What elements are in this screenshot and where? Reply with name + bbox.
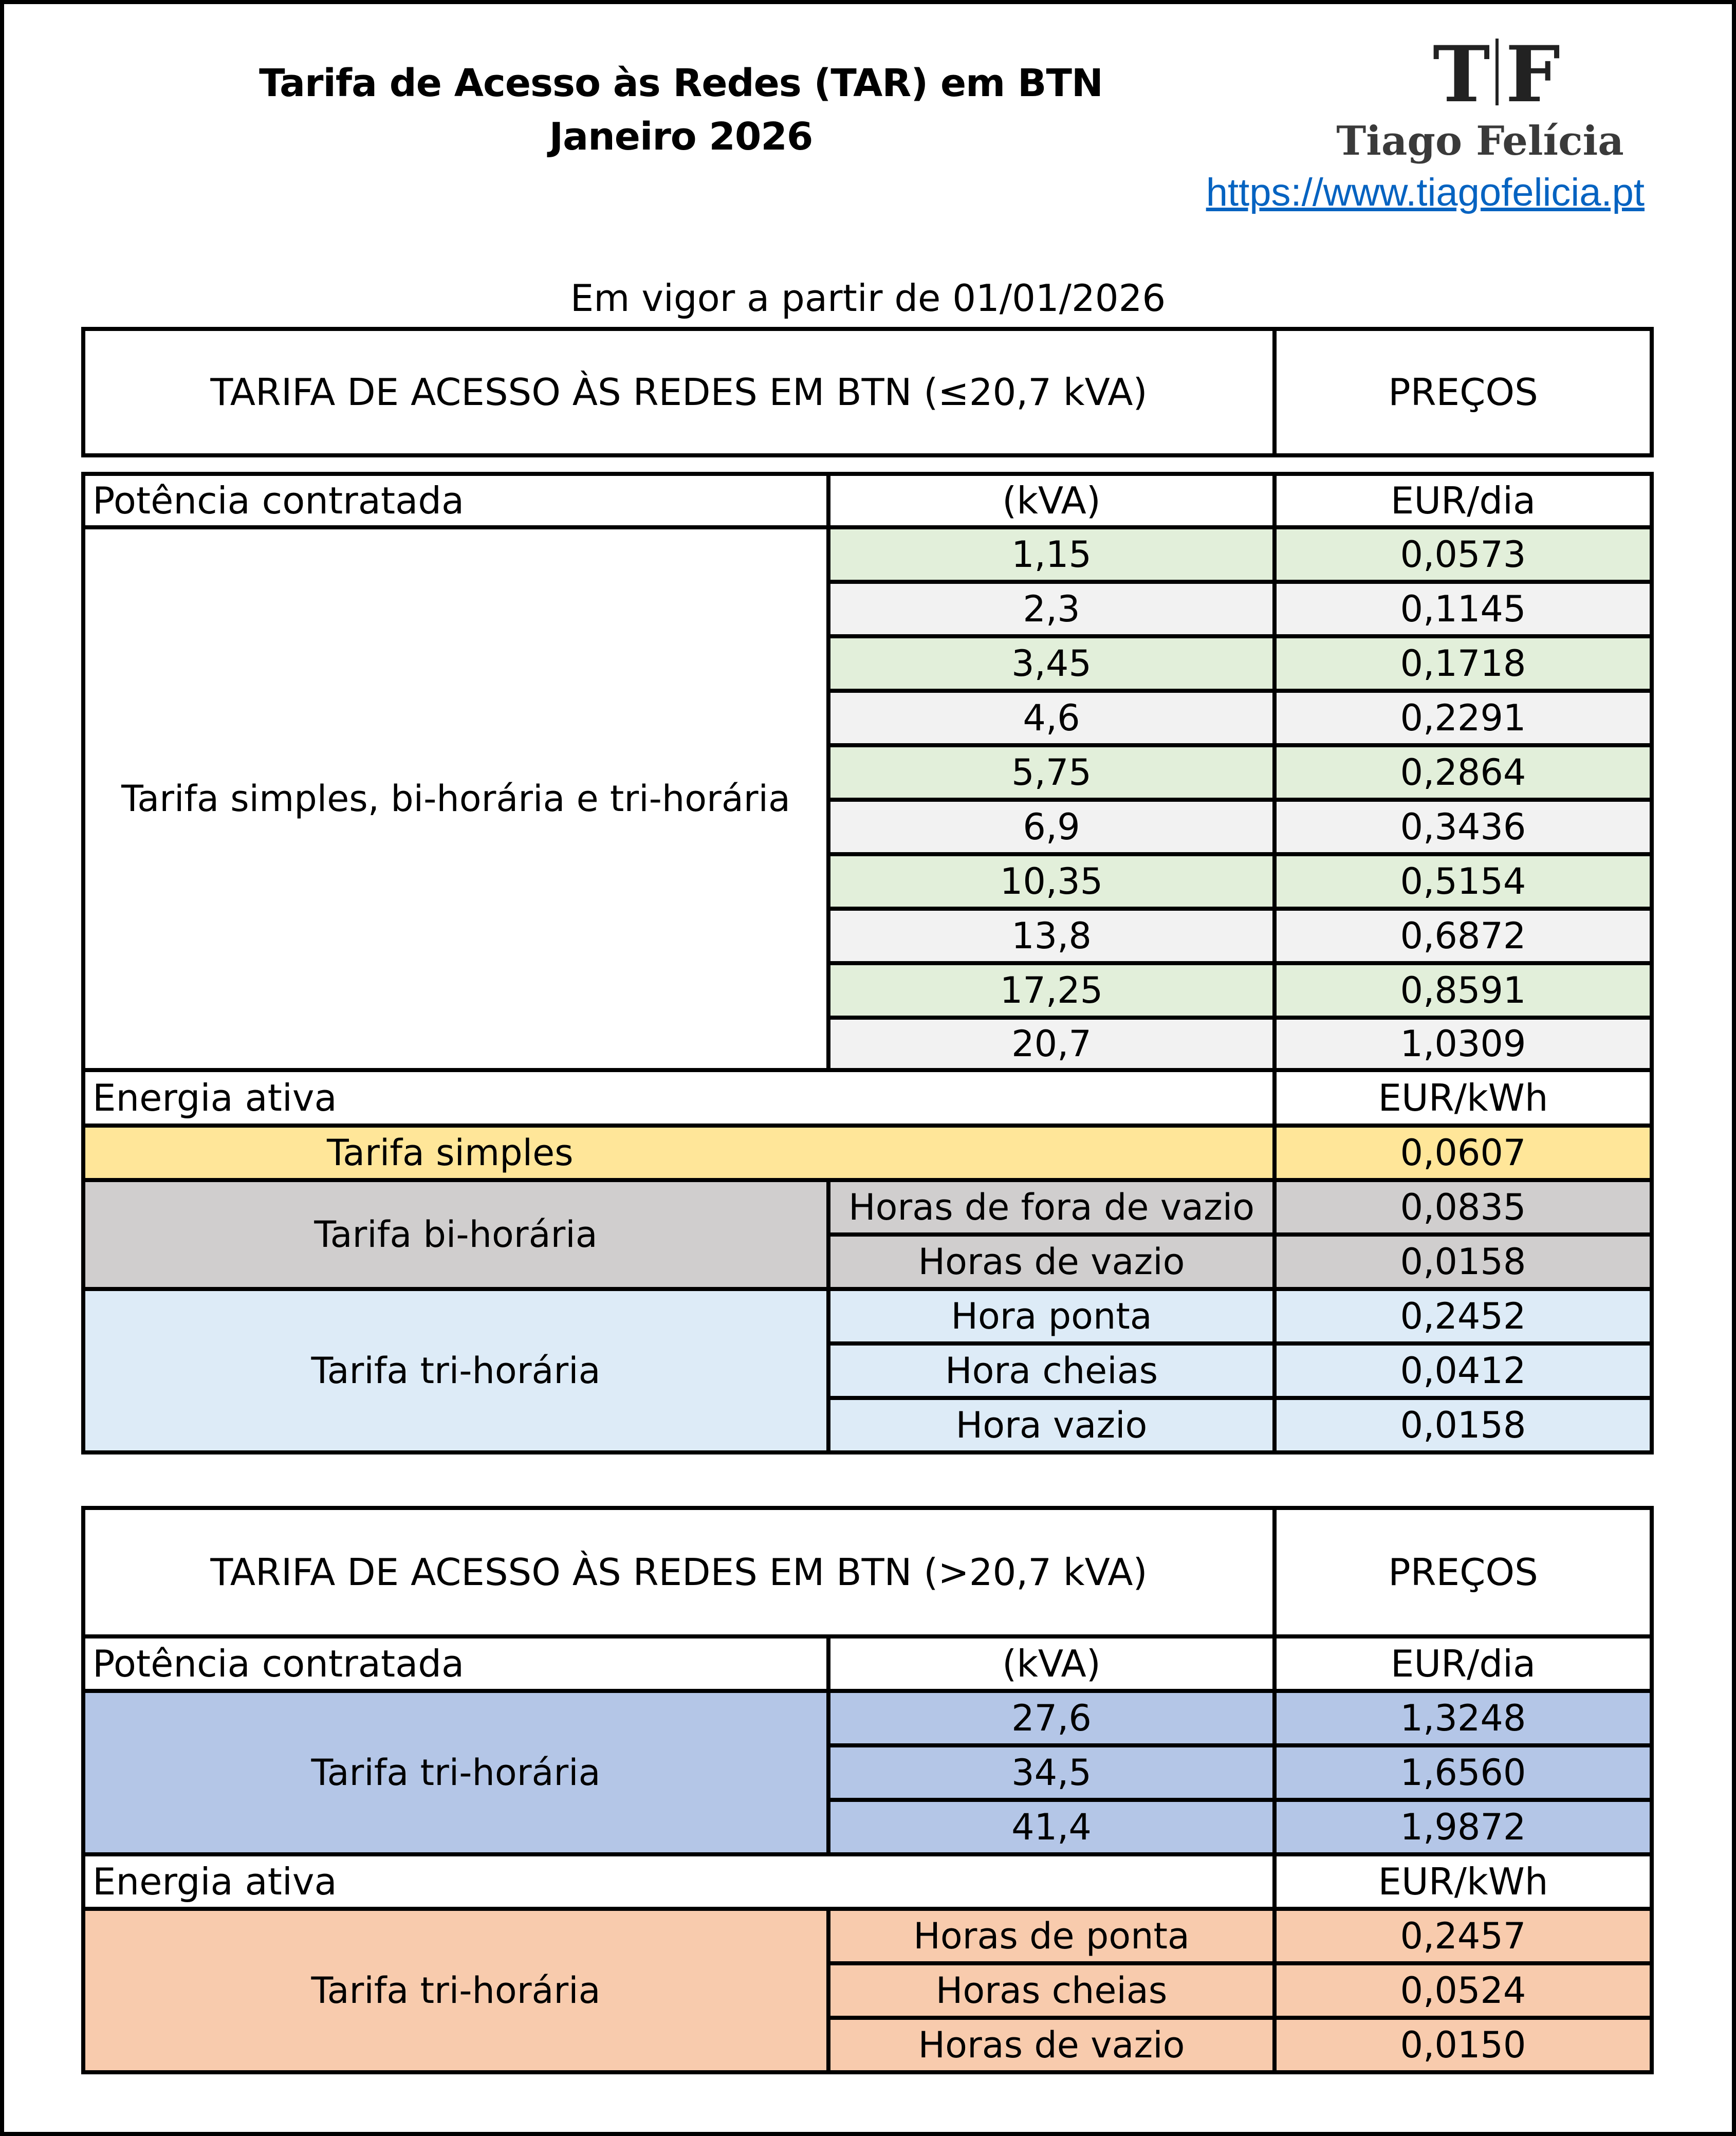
table-row-period: Hora ponta (826, 1287, 1277, 1346)
table-row-kva: 20,7 (826, 1016, 1277, 1072)
logo-divider (1495, 39, 1499, 105)
table-row-period: Horas de vazio (826, 1232, 1277, 1291)
logo-name: Tiago Felícia (1336, 118, 1624, 164)
table-row-period: Horas de ponta (826, 1907, 1277, 1965)
table-row-price: 0,2452 (1272, 1287, 1654, 1346)
page-subtitle-month: Janeiro 2026 (549, 115, 813, 159)
table-row-price: 0,0524 (1272, 1961, 1654, 2020)
table1-tri-hourly-label: Tarifa tri-horária (81, 1287, 830, 1454)
table1-eur-kwh-header: EUR/kWh (1272, 1068, 1654, 1128)
table1-bi-hourly-label: Tarifa bi-horária (81, 1178, 830, 1291)
table-row-price: 0,0573 (1272, 525, 1654, 584)
effective-date: Em vigor a partir de 01/01/2026 (570, 277, 1166, 320)
logo-letter-f: F (1505, 29, 1559, 120)
table1-power-group-label: Tarifa simples, bi-horária e tri-horária (81, 525, 830, 1072)
table-row-price: 0,3436 (1272, 798, 1654, 856)
table-row-price: 0,5154 (1272, 852, 1654, 911)
table2-eur-day-header: EUR/dia (1272, 1634, 1654, 1693)
table-row-kva: 27,6 (826, 1689, 1277, 1747)
table-row-period: Horas de fora de vazio (826, 1178, 1277, 1237)
table2-title: TARIFA DE ACESSO ÀS REDES EM BTN (>20,7 kVA) (81, 1506, 1277, 1638)
table-row-price: 0,2291 (1272, 689, 1654, 747)
logo-monogram-icon (1408, 29, 1583, 120)
table-row-price: 0,0158 (1272, 1232, 1654, 1291)
table-row-kva: 10,35 (826, 852, 1277, 911)
page-title: Tarifa de Acesso às Redes (TAR) em BTN (259, 61, 1103, 105)
table-row-price: 0,2457 (1272, 1907, 1654, 1965)
table-row-price: 0,2864 (1272, 743, 1654, 802)
table-row-kva: 3,45 (826, 634, 1277, 693)
table-row-kva: 13,8 (826, 907, 1277, 965)
table2-tri-hourly-label: Tarifa tri-horária (81, 1907, 830, 2074)
table-row-kva: 2,3 (826, 580, 1277, 638)
table2-energy-label: Energia ativa (81, 1852, 1277, 1911)
table2-power-label: Potência contratada (81, 1634, 830, 1693)
table-row-period: Horas de vazio (826, 2016, 1277, 2074)
table1-prices-header: PREÇOS (1272, 327, 1654, 457)
table1-title: TARIFA DE ACESSO ÀS REDES EM BTN (≤20,7 kVA) (81, 327, 1277, 457)
table1-energy-label: Energia ativa (81, 1068, 1277, 1128)
table-row-kva: 1,15 (826, 525, 1277, 584)
table1-power-label: Potência contratada (81, 472, 830, 529)
table-row-price: 1,0309 (1272, 1016, 1654, 1072)
table-row-kva: 5,75 (826, 743, 1277, 802)
table1-eur-day-header: EUR/dia (1272, 472, 1654, 529)
table-row-kva: 17,25 (826, 961, 1277, 1020)
table-row-kva: 34,5 (826, 1743, 1277, 1802)
table-row-price: 0,0835 (1272, 1178, 1654, 1237)
table-row-kva: 6,9 (826, 798, 1277, 856)
table-row-kva: 41,4 (826, 1798, 1277, 1856)
table-row-price: 0,0412 (1272, 1341, 1654, 1400)
table-row-period: Hora vazio (826, 1396, 1277, 1454)
table1-kva-header: (kVA) (826, 472, 1277, 529)
logo-letter-t: T (1432, 29, 1488, 120)
table-row-price: 0,6872 (1272, 907, 1654, 965)
table2-eur-kwh-header: EUR/kWh (1272, 1852, 1654, 1911)
table-row-price: 1,3248 (1272, 1689, 1654, 1747)
table2-prices-header: PREÇOS (1272, 1506, 1654, 1638)
table2-power-group-label: Tarifa tri-horária (81, 1689, 830, 1856)
table1-simple-price: 0,0607 (1272, 1124, 1654, 1182)
website-link[interactable]: https://www.tiagofelicia.pt (1206, 171, 1645, 214)
table-row-kva: 4,6 (826, 689, 1277, 747)
table-row-period: Hora cheias (826, 1341, 1277, 1400)
table1-simple-label: Tarifa simples (81, 1124, 1277, 1182)
table-row-price: 0,8591 (1272, 961, 1654, 1020)
table-row-price: 1,6560 (1272, 1743, 1654, 1802)
table-row-price: 0,0150 (1272, 2016, 1654, 2074)
table-row-price: 1,9872 (1272, 1798, 1654, 1856)
table-row-price: 0,1718 (1272, 634, 1654, 693)
table-row-price: 0,1145 (1272, 580, 1654, 638)
table-row-period: Horas cheias (826, 1961, 1277, 2020)
table2-kva-header: (kVA) (826, 1634, 1277, 1693)
table-row-price: 0,0158 (1272, 1396, 1654, 1454)
